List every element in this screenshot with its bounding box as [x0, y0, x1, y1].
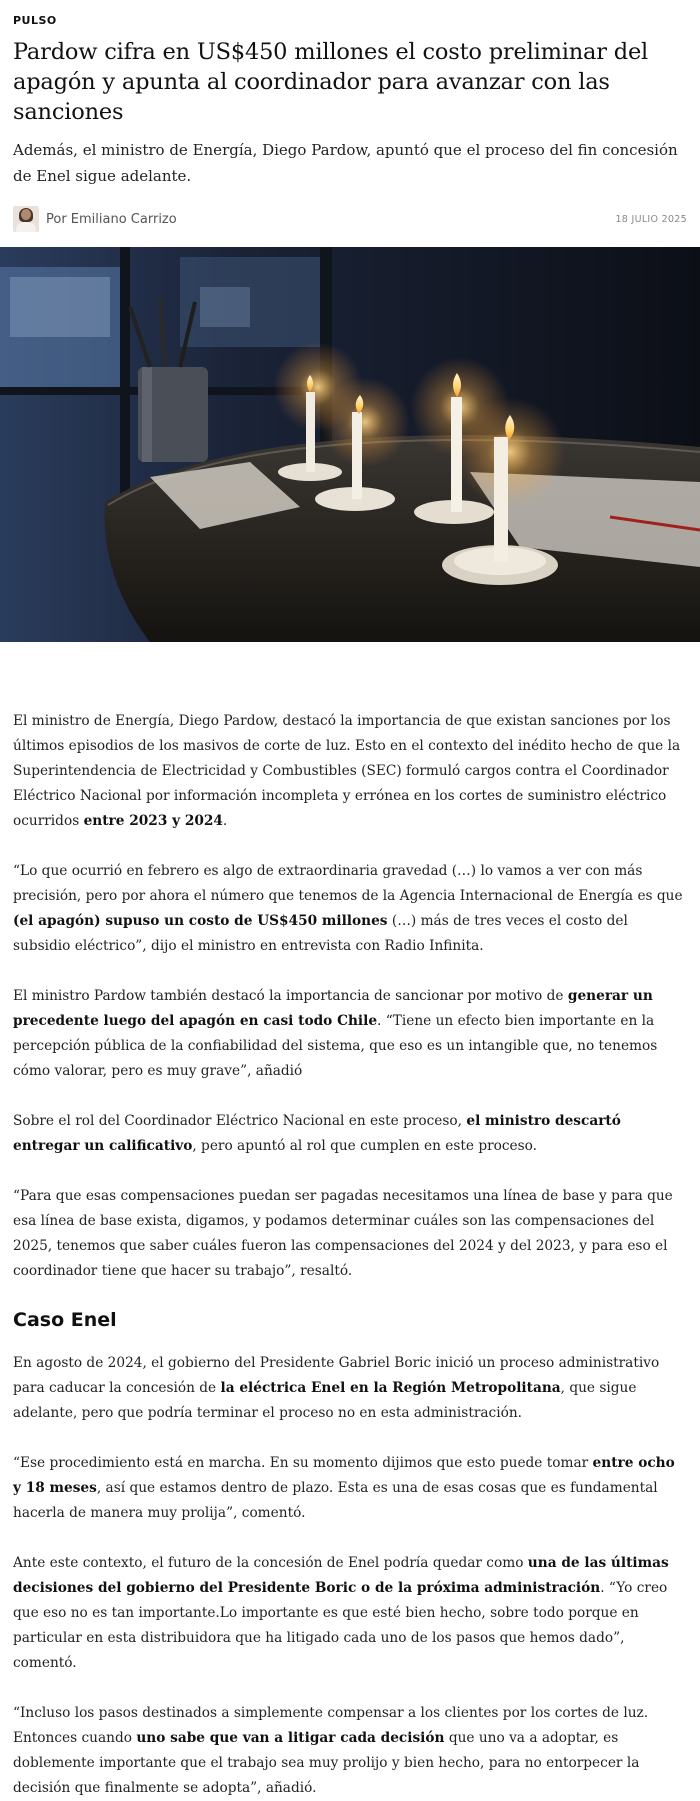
paragraph-text: . “Tiene un efecto bien importante en la percepción pública de la confiabilidad del sistema, que eso es un intangible que, no tenemos cómo valorar, pero es muy grave”, añadió [13, 1013, 658, 1079]
body-paragraph [13, 984, 687, 1084]
body-paragraph [13, 859, 687, 959]
paragraph-text: , que sigue adelante, pero que podría terminar el proceso no en esta administración. [13, 1380, 637, 1421]
bold-text: entre 2023 y 2024 [83, 813, 223, 829]
paragraph-text: “Incluso los pasos destinados a simplemente compensar a los clientes por los cortes de luz. Entonces cuando [13, 1705, 649, 1746]
publish-date: 18 JULIO 2025 [615, 213, 687, 225]
paragraph-text: Ante este contexto, el futuro de la concesión de Enel podría quedar como [13, 1555, 528, 1571]
byline-row [13, 205, 687, 233]
paragraph-text: El ministro de Energía, Diego Pardow, destacó la importancia de que existan sanciones por los últimos episodios de los masivos de corte de luz. Esto en el contexto del inédito hecho de que la Superintendencia de Electricidad y Combustibles (SEC) formuló cargos contra el Coordinador Eléctrico Nacional por información incompleta y errónea en los cortes de suministro eléctrico ocurridos [13, 713, 681, 829]
paragraph-text: “Lo que ocurrió en febrero es algo de extraordinaria gravedad (…) lo vamos a ver con más precisión, pero por ahora el número que tenemos de la Agencia Internacional de Energía es que [13, 863, 683, 904]
author-avatar[interactable] [13, 206, 39, 232]
body-paragraph [13, 1351, 687, 1426]
hero-image-candles [0, 247, 700, 642]
paragraph-text: En agosto de 2024, el gobierno del Presidente Gabriel Boric inició un proceso administrativo para caducar la concesión de [13, 1355, 660, 1396]
bold-text: uno sabe que van a litigar cada decisión [136, 1730, 445, 1746]
paragraph-text: que uno va a adoptar, es doblemente importante que el trabajo sea muy prolijo y bien hecho, para no entorpecer la decisión que finalmente se adopta”, añadió. [13, 1730, 640, 1796]
paragraph-group-1 [13, 709, 687, 1284]
subhead-caso-enel: Caso Enel [13, 1309, 117, 1331]
author-block [13, 206, 177, 232]
bold-text: generar un precedente luego del apagón en casi todo Chile [13, 988, 653, 1029]
bold-text: una de las últimas decisiones del gobierno del Presidente Boric o de la próxima administración [13, 1555, 669, 1596]
article-body [0, 709, 700, 1801]
body-paragraph [13, 1551, 687, 1676]
headline: Pardow cifra en US$450 millones el costo preliminar del apagón y apunta al coordinador para avanzar con las sanciones [13, 39, 649, 125]
body-paragraph [13, 1184, 687, 1284]
paragraph-group-2 [13, 1351, 687, 1801]
paragraph-text: “Para que esas compensaciones puedan ser pagadas necesitamos una línea de base y para que esa línea de base exista, digamos, y podamos determinar cuáles son las compensaciones del 2025, tenemos que saber cuáles fueron las compensaciones del 2024 y del 2023, y para eso el coordinador tiene que hacer su trabajo”, resaltó. [13, 1188, 673, 1279]
paragraph-text: , pero apuntó al rol que cumplen en este proceso. [192, 1138, 538, 1154]
paragraph-text: El ministro Pardow también destacó la importancia de sancionar por motivo de [13, 988, 568, 1004]
byline[interactable]: Por Emiliano Carrizo [46, 211, 177, 227]
paragraph-text: . “Yo creo que eso no es tan importante.Lo importante es que esté bien hecho, sobre todo porque en particular en esta distribuidora que ha litigado cada uno de los pasos que hemos dado”, comentó. [13, 1580, 668, 1671]
paragraph-text: (…) más de tres veces el costo del subsidio eléctrico”, dijo el ministro en entrevista con Radio Infinita. [13, 913, 628, 954]
body-paragraph [13, 1451, 687, 1526]
bold-text: entre ocho y 18 meses [13, 1455, 675, 1496]
body-paragraph [13, 1109, 687, 1159]
bold-text: el ministro descartó entregar un calificativo [13, 1113, 621, 1154]
paragraph-text: Sobre el rol del Coordinador Eléctrico Nacional en este proceso, [13, 1113, 467, 1129]
article-header [0, 0, 700, 233]
bold-text: (el apagón) supuso un costo de US$450 millones [13, 913, 388, 929]
deck: Además, el ministro de Energía, Diego Pardow, apuntó que el proceso del fin concesión de Enel sigue adelante. [13, 141, 678, 185]
paragraph-text: “Ese procedimiento está en marcha. En su momento dijimos que esto puede tomar [13, 1455, 593, 1471]
bold-text: la eléctrica Enel en la Región Metropolitana [220, 1380, 561, 1396]
paragraph-text: , así que estamos dentro de plazo. Esta es una de esas cosas que es fundamental hacerla de manera muy prolija”, comentó. [13, 1480, 658, 1521]
section-label[interactable]: PULSO [13, 14, 57, 27]
body-paragraph [13, 1701, 687, 1801]
paragraph-text: . [222, 813, 228, 829]
body-paragraph [13, 709, 687, 834]
